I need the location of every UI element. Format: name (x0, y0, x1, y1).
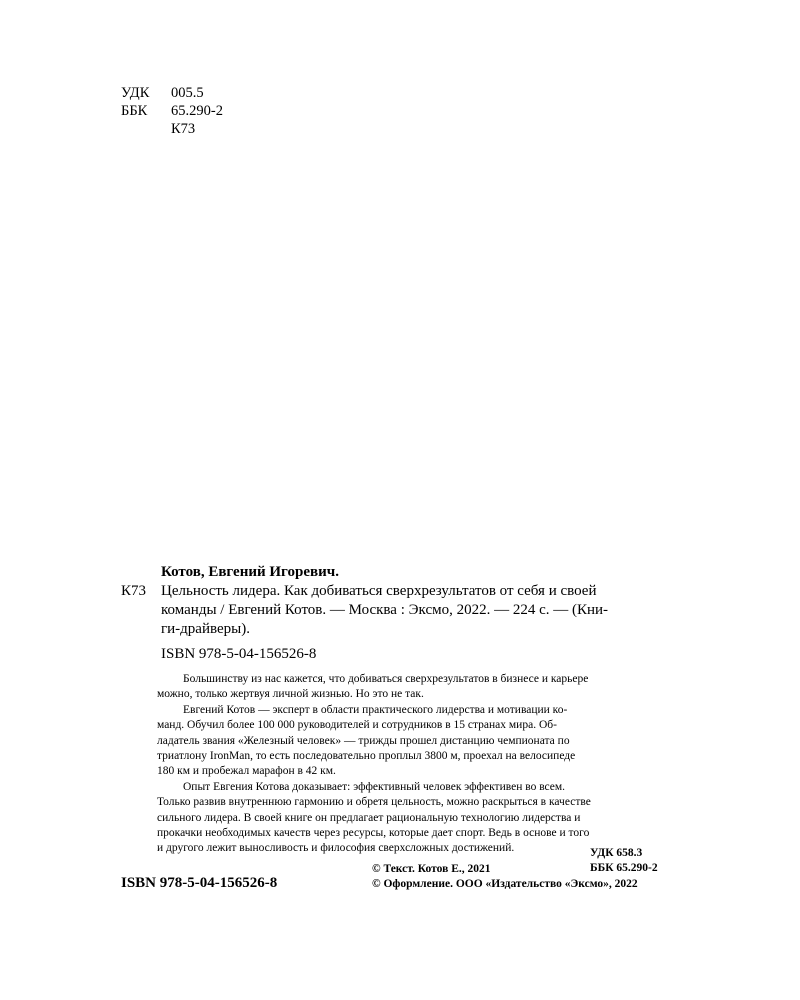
copyright-design: © Оформление. ООО «Издательство «Эксмо», 2022 (372, 878, 638, 890)
annotation-line: ладатель звания «Железный человек» — трижды прошел дистанцию чемпионата по (157, 734, 570, 747)
copyright-block (372, 862, 638, 892)
classification-value: 005.5 (171, 85, 204, 101)
annotation-bbk: ББК 65.290-2 (590, 862, 658, 874)
annotation-line: Только развив внутреннюю гармонию и обретя цельность, можно раскрыться в качестве (157, 796, 591, 809)
annotation-line: Большинству из нас кажется, что добиваться сверхрезультатов в бизнесе и карьере (183, 673, 589, 685)
classification-value: К73 (171, 121, 196, 137)
annotation-line: Евгений Котов — эксперт в области практического лидерства и мотивации ко- (183, 703, 568, 716)
annotation-line: Опыт Евгения Котова доказывает: эффективный человек эффективен во всем. (183, 780, 566, 793)
bibliographic-record (121, 563, 671, 857)
annotation-paragraph (157, 703, 671, 780)
classification-row (121, 102, 223, 120)
classification-key: ББК (121, 103, 148, 119)
annotation-line: сильного лидера. В своей книге он предлагает рациональную технологию лидерства и (157, 811, 581, 824)
footer-isbn: ISBN 978-5-04-156526-8 (121, 875, 278, 891)
classification-key (121, 120, 171, 138)
entry-line: ги-драйверы). (161, 621, 250, 637)
classification-key: УДК (121, 85, 150, 101)
annotation-udc: УДК 658.3 (590, 847, 643, 859)
annotation-line: манд. Обучил более 100 000 руководителей и сотрудников в 15 странах мира. Об- (157, 719, 557, 732)
annotation-line: 180 км и пробежал марафон в 42 км. (157, 765, 336, 778)
annotation-line: и другого лежит выносливость и философия сверхсложных достижений. (157, 842, 515, 855)
author-heading: Котов, Евгений Игоревич. (161, 564, 339, 580)
classification-block (121, 84, 223, 138)
annotation-paragraph (157, 672, 671, 703)
copyright-text: © Текст. Котов Е., 2021 (372, 863, 491, 875)
classification-value: 65.290-2 (171, 103, 223, 119)
bibliographic-entry (121, 582, 671, 639)
author-index: К73 (121, 583, 147, 599)
entry-isbn: ISBN 978-5-04-156526-8 (161, 646, 317, 662)
annotation-line: триатлону IronMan, то есть последовательно проплыл 3800 м, проехал на велосипеде (157, 750, 576, 763)
entry-line: Цельность лидера. Как добиваться сверхрезультатов от себя и своей (161, 583, 597, 599)
annotation-line: прокачки необходимых качеств через ресурсы, которые дает спорт. Ведь в основе и того (157, 827, 590, 840)
annotation-line: можно, только жертвуя личной жизнью. Но это не так. (157, 688, 424, 701)
annotation (157, 672, 671, 857)
classification-row (121, 84, 223, 102)
classification-row (121, 120, 223, 138)
entry-line: команды / Евгений Котов. — Москва : Эксмо, 2022. — 224 с. — (Кни- (161, 602, 609, 618)
